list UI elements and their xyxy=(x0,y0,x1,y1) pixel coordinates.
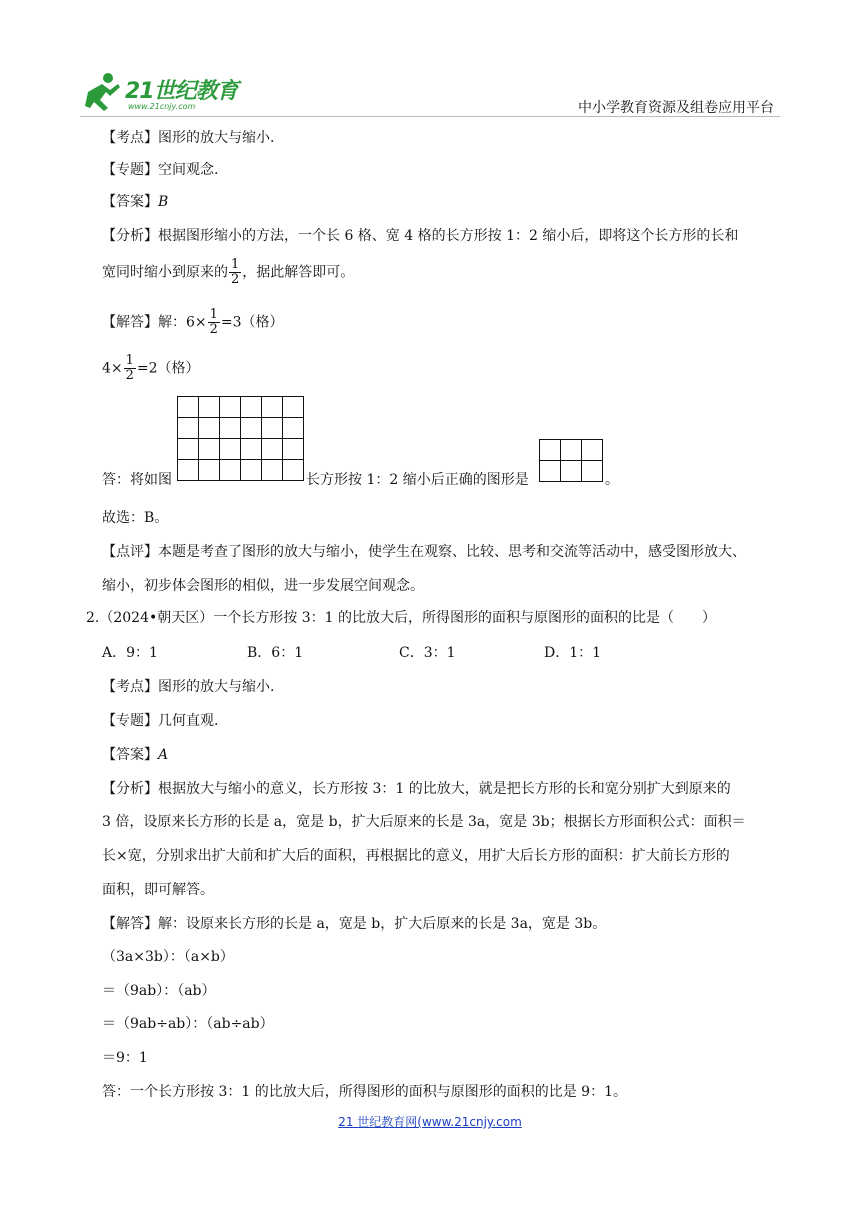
logo-text: 21世纪教育 xyxy=(125,79,238,104)
grid-cell xyxy=(178,460,199,481)
grid-cell xyxy=(178,418,199,439)
header-divider xyxy=(80,116,780,117)
q1-answer xyxy=(102,192,168,212)
q2-answer xyxy=(102,745,168,765)
denominator: 2 xyxy=(231,272,240,287)
q2-analysis-line1: 【分析】根据放大与缩小的意义，长方形按 3：1 的比放大，就是把长方形的长和宽分别扩大到原来的 xyxy=(102,781,731,797)
numerator: 1 xyxy=(231,257,240,272)
grid-cell xyxy=(220,439,241,460)
q2-zhuanti: 【专题】几何直观. xyxy=(102,713,219,729)
numerator: 1 xyxy=(125,353,134,368)
grid-cell xyxy=(262,397,283,418)
analysis-text: 宽同时缩小到原来的 xyxy=(102,264,228,281)
grid-cell xyxy=(540,440,561,461)
solution-text: =2（格） xyxy=(136,360,200,377)
q2-analysis-line3: 长×宽，分别求出扩大前和扩大后的面积，再根据比的意义，用扩大后长方形的面积：扩大前长方形的 xyxy=(102,848,730,864)
grid-cell xyxy=(582,461,603,482)
grid-cell xyxy=(283,418,304,439)
grid-cell xyxy=(199,397,220,418)
solution-text: =3（格） xyxy=(220,314,284,331)
denominator: 2 xyxy=(125,368,134,383)
q2-conclusion: 答：一个长方形按 3：1 的比放大后，所得图形的面积与原图形的面积的比是 9：1。 xyxy=(102,1084,627,1100)
answer-label: 【答案】 xyxy=(102,747,158,763)
grid-cell xyxy=(220,418,241,439)
answer-label: 【答案】 xyxy=(102,194,158,210)
grid-cell xyxy=(283,397,304,418)
grid-cell xyxy=(283,439,304,460)
grid-cell xyxy=(262,418,283,439)
site-logo xyxy=(80,70,260,116)
logo-url: www.21cnjy.com xyxy=(128,102,196,111)
fraction-half xyxy=(124,354,136,383)
q1-answer-middle: 长方形按 1：2 缩小后正确的图形是 xyxy=(306,472,529,488)
grid-cell xyxy=(241,460,262,481)
q1-answer-prefix: 答：将如图 xyxy=(102,472,172,488)
q2-eq4: ＝9：1 xyxy=(102,1050,148,1066)
grid-cell xyxy=(199,418,220,439)
q2-analysis-line4: 面积，即可解答。 xyxy=(102,882,214,898)
grid-cell xyxy=(241,418,262,439)
grid-cell xyxy=(283,460,304,481)
fraction-half xyxy=(229,258,241,287)
q2-option-c: C．3：1 xyxy=(399,645,456,661)
grid-cell xyxy=(561,461,582,482)
answer-value: B xyxy=(158,194,169,210)
q2-stem: 2.（2024•朝天区）一个长方形按 3：1 的比放大后，所得图形的面积与原图形的面积的比是（ ） xyxy=(86,610,716,626)
q2-eq3: ＝（9ab÷ab）：（ab÷ab） xyxy=(102,1016,274,1032)
grid-cell xyxy=(199,460,220,481)
grid-cell xyxy=(561,440,582,461)
grid-cell xyxy=(540,461,561,482)
grid-cell xyxy=(241,439,262,460)
platform-name: 中小学教育资源及组卷应用平台 xyxy=(578,100,774,116)
answer-value: A xyxy=(158,747,169,763)
grid-cell xyxy=(582,440,603,461)
analysis-text: ，据此解答即可。 xyxy=(242,264,355,281)
q2-option-b: B．6：1 xyxy=(247,645,304,661)
grid-cell xyxy=(199,439,220,460)
grid-cell xyxy=(220,397,241,418)
q2-solution: 【解答】解：设原来长方形的长是 a，宽是 b，扩大后原来的长是 3a，宽是 3b。 xyxy=(102,916,607,932)
q2-eq2: ＝（9ab）：（ab） xyxy=(102,983,216,999)
grid-cell xyxy=(262,460,283,481)
q2-kaodian: 【考点】图形的放大与缩小. xyxy=(102,679,275,695)
q1-zhuanti: 【专题】空间观念. xyxy=(102,162,219,178)
runner-logo-icon xyxy=(80,70,124,114)
reduced-rectangle-grid xyxy=(539,439,603,482)
denominator: 2 xyxy=(209,322,218,337)
q1-analysis-line2 xyxy=(102,258,354,287)
q2-option-a: A．9：1 xyxy=(102,645,158,661)
q2-eq1: （3a×3b）：（a×b） xyxy=(102,949,234,965)
grid-cell xyxy=(220,460,241,481)
q1-analysis-line1: 【分析】根据图形缩小的方法，一个长 6 格、宽 4 格的长方形按 1：2 缩小后，即将这个长方形的长和 xyxy=(102,228,739,244)
q2-analysis-line2: 3 倍，设原来长方形的长是 a，宽是 b，扩大后原来的长是 3a，宽是 3b；根据长方形面积公式：面积＝ xyxy=(102,814,746,830)
numerator: 1 xyxy=(209,307,218,322)
q1-choice: 故选：B。 xyxy=(102,510,169,526)
footer-site-link[interactable]: 21 世纪教育网(www.21cnjy.com xyxy=(338,1115,522,1129)
solution-text: 4× xyxy=(102,360,123,377)
q1-solution-line2 xyxy=(102,354,200,383)
q2-option-d: D．1：1 xyxy=(544,645,602,661)
q1-comment-line1: 【点评】本题是考查了图形的放大与缩小，使学生在观察、比较、思考和交流等活动中，感受图形放大、 xyxy=(102,544,746,560)
grid-cell xyxy=(178,439,199,460)
grid-cell xyxy=(262,439,283,460)
q1-kaodian: 【考点】图形的放大与缩小. xyxy=(102,130,275,146)
fraction-half xyxy=(208,308,220,337)
grid-cell xyxy=(241,397,262,418)
q1-comment-line2: 缩小，初步体会图形的相似，进一步发展空间观念。 xyxy=(102,578,424,594)
grid-cell xyxy=(178,397,199,418)
solution-text: 【解答】解：6× xyxy=(102,314,207,331)
q1-solution-line1 xyxy=(102,308,284,337)
original-rectangle-grid xyxy=(177,396,304,481)
q1-answer-end: 。 xyxy=(605,472,619,488)
